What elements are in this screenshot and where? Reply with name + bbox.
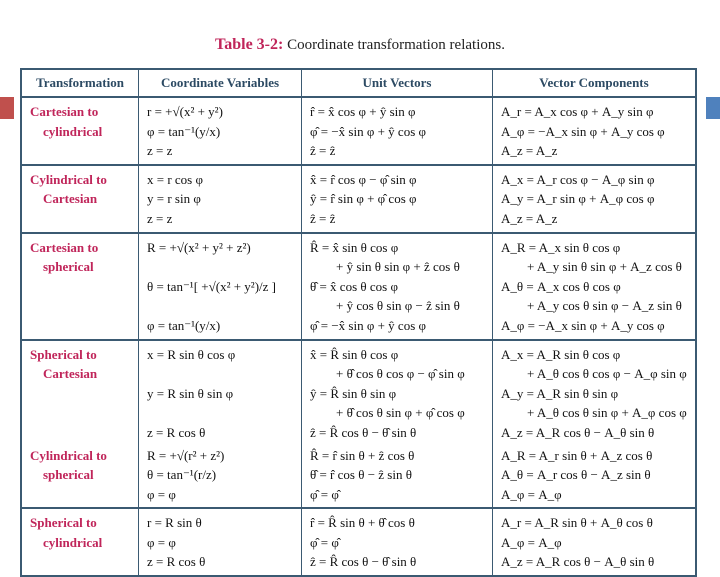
formula-line: x = r cos φ: [147, 171, 203, 187]
formula-line: ẑ = ẑ: [310, 143, 336, 159]
transformation-label: cylindrical: [43, 534, 103, 550]
header-unit-vectors: Unit Vectors: [302, 69, 493, 97]
formula-line: φ̂ = φ̂: [310, 534, 339, 550]
formula-line: A_y = A_r sin φ + A_φ cos φ: [501, 191, 655, 207]
transformation-cell: [21, 446, 139, 509]
formula-line: θ̂ = x̂ cos θ cos φ: [310, 278, 398, 294]
formula-line: [147, 364, 293, 384]
formula-line: A_r = A_x cos φ + A_y sin φ: [501, 104, 654, 119]
formula-line: φ̂ = −x̂ sin φ + ŷ cos φ: [310, 123, 427, 139]
vector-components-cell: [493, 340, 697, 446]
header-coordinate-variables: Coordinate Variables: [139, 69, 302, 97]
transformation-label: Cartesian: [43, 191, 98, 207]
transformation-label: cylindrical: [43, 123, 103, 139]
transformation-label: Cylindrical to: [30, 171, 107, 187]
unit-vectors-cell: [302, 165, 493, 233]
formula-line: ẑ = R̂ cos θ − θ̂ sin θ: [310, 424, 417, 440]
vector-components-cell: [493, 97, 697, 165]
formula-line: φ = φ: [147, 534, 176, 550]
header-row: [21, 69, 696, 97]
transformation-label: Cartesian to: [30, 104, 99, 119]
table-caption: Coordinate transformation relations.: [287, 37, 505, 53]
transformation-label: Cartesian to: [30, 239, 99, 255]
formula-line: A_x = A_R sin θ cos φ: [501, 346, 621, 362]
coordinate-variables-cell: [139, 165, 302, 233]
formula-line: A_θ = A_r cos θ − A_z sin θ: [501, 467, 651, 483]
formula-line: A_z = A_z: [501, 210, 558, 226]
formula-line: + A_y sin θ sin φ + A_z cos θ: [501, 259, 682, 275]
transformation-label: Cylindrical to: [30, 447, 107, 463]
formula-line: φ̂ = −x̂ sin φ + ŷ cos φ: [310, 317, 427, 333]
formula-line: [147, 257, 293, 277]
formula-line: r̂ = x̂ cos φ + ŷ sin φ: [310, 104, 416, 119]
formula-line: A_φ = −A_x sin φ + A_y cos φ: [501, 317, 665, 333]
formula-line: A_x = A_r cos φ − A_φ sin φ: [501, 171, 655, 187]
formula-line: [147, 403, 293, 423]
table-number: Table 3-2:: [215, 36, 284, 53]
coordinate-variables-cell: [139, 446, 302, 509]
header-transformation: Transformation: [21, 69, 139, 97]
transformation-cell: [21, 97, 139, 165]
formula-line: ŷ = R̂ sin θ sin φ: [310, 385, 397, 401]
formula-line: φ̂ = φ̂: [310, 486, 339, 502]
transformation-label: Cartesian: [43, 366, 98, 382]
transformation-cell: [21, 508, 139, 576]
formula-line: + A_y cos θ sin φ − A_z sin θ: [501, 298, 682, 314]
formula-line: z = z: [147, 143, 173, 159]
formula-line: ẑ = R̂ cos θ − θ̂ sin θ: [310, 554, 417, 570]
formula-line: + ŷ sin θ sin φ + ẑ cos θ: [310, 259, 460, 275]
transformation-label: spherical: [43, 467, 94, 483]
formula-line: θ = tan⁻¹(r/z): [147, 467, 217, 483]
transformation-label: spherical: [43, 259, 94, 275]
formula-line: r̂ = R̂ sin θ + θ̂ cos θ: [310, 515, 415, 531]
transformation-cell: [21, 340, 139, 446]
formula-line: z = z: [147, 210, 173, 226]
formula-line: + ŷ cos θ sin φ − ẑ sin θ: [310, 298, 460, 314]
coordinate-variables-cell: [139, 508, 302, 576]
table-title: [0, 36, 720, 54]
formula-line: φ = tan⁻¹(y/x): [147, 317, 221, 333]
formula-line: A_r = A_R sin θ + A_θ cos θ: [501, 515, 653, 531]
table-row: [21, 165, 696, 233]
formula-line: R = +√(r² + z²): [147, 447, 225, 463]
formula-line: y = r sin φ: [147, 191, 201, 207]
header-vector-components: Vector Components: [493, 69, 697, 97]
right-slide-marker: [706, 97, 720, 119]
left-slide-marker: [0, 97, 14, 119]
table-row: [21, 340, 696, 446]
formula-line: A_R = A_x sin θ cos φ: [501, 239, 621, 255]
formula-line: A_z = A_z: [501, 143, 558, 159]
table-row: [21, 446, 696, 509]
unit-vectors-cell: [302, 97, 493, 165]
formula-line: ŷ = r̂ sin φ + φ̂ cos φ: [310, 191, 417, 207]
vector-components-cell: [493, 446, 697, 509]
vector-components-cell: [493, 165, 697, 233]
formula-line: x̂ = R̂ sin θ cos φ: [310, 346, 399, 362]
formula-line: y = R sin θ sin φ: [147, 385, 234, 401]
formula-line: [147, 296, 293, 316]
formula-line: x = R sin θ cos φ: [147, 346, 236, 362]
formula-line: + θ̂ cos θ cos φ − φ̂ sin φ: [310, 366, 465, 382]
formula-line: R̂ = x̂ sin θ cos φ: [310, 239, 399, 255]
transformation-cell: [21, 233, 139, 340]
formula-line: + A_θ cos θ sin φ + A_φ cos φ: [501, 405, 687, 421]
formula-line: + A_θ cos θ cos φ − A_φ sin φ: [501, 366, 687, 382]
coordinate-variables-cell: [139, 97, 302, 165]
vector-components-cell: [493, 233, 697, 340]
table-row: [21, 508, 696, 576]
unit-vectors-cell: [302, 233, 493, 340]
formula-line: θ = tan⁻¹[ +√(x² + y²)/z ]: [147, 278, 276, 294]
formula-line: z = R cos θ: [147, 554, 206, 570]
transformation-label: Spherical to: [30, 515, 97, 531]
formula-line: A_θ = A_x cos θ cos φ: [501, 278, 621, 294]
transformation-label: Spherical to: [30, 346, 97, 362]
formula-line: A_R = A_r sin θ + A_z cos θ: [501, 447, 653, 463]
coordinate-variables-cell: [139, 340, 302, 446]
formula-line: x̂ = r̂ cos φ − φ̂ sin φ: [310, 171, 417, 187]
formula-line: + θ̂ cos θ sin φ + φ̂ cos φ: [310, 405, 465, 421]
formula-line: φ = φ: [147, 486, 176, 502]
formula-line: A_z = A_R cos θ − A_θ sin θ: [501, 424, 655, 440]
transformation-table: [20, 68, 697, 577]
formula-line: r = +√(x² + y²): [147, 104, 223, 119]
formula-line: A_z = A_R cos θ − A_θ sin θ: [501, 554, 655, 570]
unit-vectors-cell: [302, 446, 493, 509]
formula-line: A_φ = A_φ: [501, 534, 562, 550]
coordinate-variables-cell: [139, 233, 302, 340]
transformation-cell: [21, 165, 139, 233]
formula-line: A_y = A_R sin θ sin φ: [501, 385, 619, 401]
formula-line: R̂ = r̂ sin θ + ẑ cos θ: [310, 447, 415, 463]
unit-vectors-cell: [302, 340, 493, 446]
formula-line: A_φ = −A_x sin φ + A_y cos φ: [501, 123, 665, 139]
unit-vectors-cell: [302, 508, 493, 576]
formula-line: θ̂ = r̂ cos θ − ẑ sin θ: [310, 467, 412, 483]
vector-components-cell: [493, 508, 697, 576]
formula-line: r = R sin θ: [147, 515, 202, 531]
table-row: [21, 233, 696, 340]
table-row: [21, 97, 696, 165]
formula-line: ẑ = ẑ: [310, 210, 336, 226]
formula-line: φ = tan⁻¹(y/x): [147, 123, 221, 139]
formula-line: A_φ = A_φ: [501, 486, 562, 502]
formula-line: z = R cos θ: [147, 424, 206, 440]
formula-line: R = +√(x² + y² + z²): [147, 239, 251, 255]
